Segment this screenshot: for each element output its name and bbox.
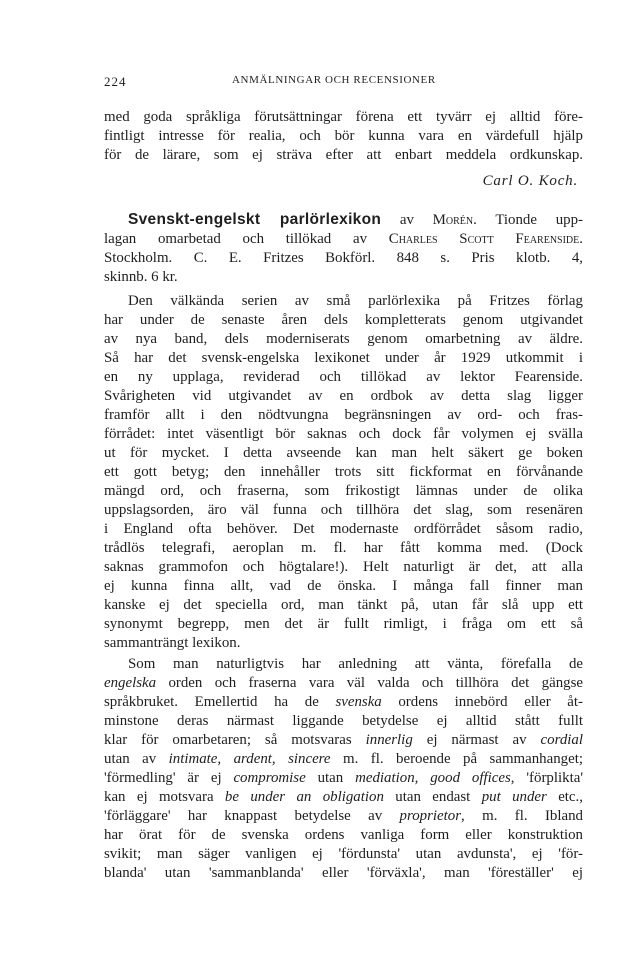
text-fragment: språkbruket. Emellertid ha de	[104, 694, 336, 710]
text-line: Svårigheten vid utgivandet av en ordbok av detta slag ligger	[104, 388, 583, 404]
text-line: en ny upplaga, reviderad och tillökad av lektor Fearenside.	[104, 369, 583, 385]
text-line: har under de senaste åren dels kompletterats genom utgivandet	[104, 312, 583, 328]
text-fragment: , 'förplikta'	[510, 770, 583, 786]
italic-term: proprietor	[399, 808, 462, 824]
italic-term: mediation, good offices	[355, 770, 511, 786]
text-fragment: klar för omarbetaren; så motsvaras	[104, 732, 366, 748]
text-line	[104, 788, 583, 807]
text-line: förrådet: intet väsentligt bör saknas och dock får volymen ej svälla	[104, 426, 583, 442]
text-line	[104, 674, 583, 693]
text-fragment: kan ej motsvara	[104, 789, 225, 805]
text-line	[104, 807, 583, 826]
text-fragment: av	[399, 212, 414, 228]
text-line	[104, 230, 583, 249]
text-fragment: 'förmedling' är ej	[104, 770, 234, 786]
italic-term: be under an obligation	[224, 789, 384, 805]
text-line: minstone deras närmast liggande betydelse ej alltid stått fullt	[104, 713, 583, 729]
text-line: av nya band, dels moderniserats genom omarbetning av äldre.	[104, 331, 583, 347]
text-line: synonymt begrepp, men det är fullt rimligt, i fråga om ett så	[104, 616, 583, 632]
text-line: blanda' utan 'sammanblanda' eller 'förväxla', man 'föreställer' ej	[104, 865, 583, 881]
text-fragment: .	[579, 231, 583, 247]
review-heading	[104, 210, 583, 229]
text-fragment: orden och fraserna vara väl valda och tillhöra det gängse	[156, 675, 583, 691]
text-line	[104, 750, 583, 769]
text-line: ett gott betyg; den innehåller trots sitt fickformat en förvånande	[104, 464, 583, 480]
text-line: ej kunna finna allt, vad de önska. I många fall finner man	[104, 578, 583, 594]
signature: Carl O. Koch.	[482, 173, 578, 189]
text-line	[104, 693, 583, 712]
text-fragment: etc.,	[546, 789, 583, 805]
page-header	[104, 74, 584, 90]
text-line: uppslagsorden, äro väl funna och tillhöra det slag, som resenären	[104, 502, 583, 518]
book-title: Svenskt-engelskt parlörlexikon	[128, 211, 382, 228]
text-fragment: ej närmast av	[412, 732, 541, 748]
text-line: Så har det svensk-engelska lexikonet under år 1929 utkommit i	[104, 350, 583, 366]
text-line: kanske ej det speciella ord, man tänkt på, utan får slå upp ett	[104, 597, 583, 613]
text-line: har örat för de svenska ordens vanliga form eller konstruktion	[104, 827, 583, 843]
italic-term: put under	[481, 789, 547, 805]
text-line: Stockholm. C. E. Fritzes Bokförl. 848 s. Pris klotb. 4,	[104, 250, 583, 266]
text-fragment: , m. fl. Ibland	[461, 808, 583, 824]
italic-term: innerlig	[365, 732, 413, 748]
text-fragment: lagan omarbetad och tillökad av	[104, 231, 368, 247]
page-number: 224	[104, 74, 127, 89]
text-line: skinnb. 6 kr.	[104, 269, 178, 285]
running-title: ANMÄLNINGAR OCH RECENSIONER	[232, 74, 436, 86]
italic-term: cordial	[540, 732, 583, 748]
author-name: Morén	[432, 212, 474, 228]
italic-term: intimate, ardent, sincere	[168, 751, 331, 767]
text-fragment: ordens innebörd eller åt-	[381, 694, 583, 710]
editor-name: Charles Scott Fearenside	[388, 231, 580, 247]
italic-term: compromise	[233, 770, 306, 786]
text-line: Som man naturligtvis har anledning att vänta, förefalla de	[128, 656, 583, 672]
text-fragment: utan	[305, 770, 356, 786]
text-fragment: utan endast	[383, 789, 482, 805]
text-line: saknas grammofon och högtalare!). Helt naturligt är det, att alla	[104, 559, 583, 575]
text-line: för de lärare, som ej sträva efter att enbart meddela ordkunskap.	[104, 147, 583, 163]
text-line	[104, 731, 583, 750]
text-line: Den välkända serien av små parlörlexika på Fritzes förlag	[128, 293, 583, 309]
text-line: mängd ord, och fraserna, som frikostigt lämnas under de olika	[104, 483, 583, 499]
text-fragment: 'förläggare' har knappast betydelse av	[104, 808, 400, 824]
text-fragment: utan av	[104, 751, 169, 767]
text-line: med goda språkliga förutsättningar förena ett tyvärr ej alltid före-	[104, 109, 583, 125]
text-line: svikit; man säger vanligen ej 'fördunsta' utan avdunsta', ej 'för-	[104, 846, 583, 862]
text-line: sammanträngt lexikon.	[104, 635, 241, 651]
text-line	[104, 769, 583, 788]
text-line: framför allt i den nödtvungna begränsningen av ord- och fras-	[104, 407, 583, 423]
text-line: ut för mycket. I detta avseende kan man helt säkert ge boken	[104, 445, 583, 461]
italic-term: svenska	[335, 694, 382, 710]
text-fragment: . Tionde upp-	[473, 212, 583, 228]
text-line: i England ofta behöver. Det modernaste ordförrådet såsom radio,	[104, 521, 583, 537]
text-line: fintligt intresse för realia, och bör kunna vara en värdefull hjälp	[104, 128, 583, 144]
text-fragment: m. fl. beroende på sammanhanget;	[330, 751, 584, 767]
italic-term: engelska	[104, 675, 157, 691]
text-line: trådlös telegrafi, aeroplan m. fl. har fått komma med. (Dock	[104, 540, 583, 556]
